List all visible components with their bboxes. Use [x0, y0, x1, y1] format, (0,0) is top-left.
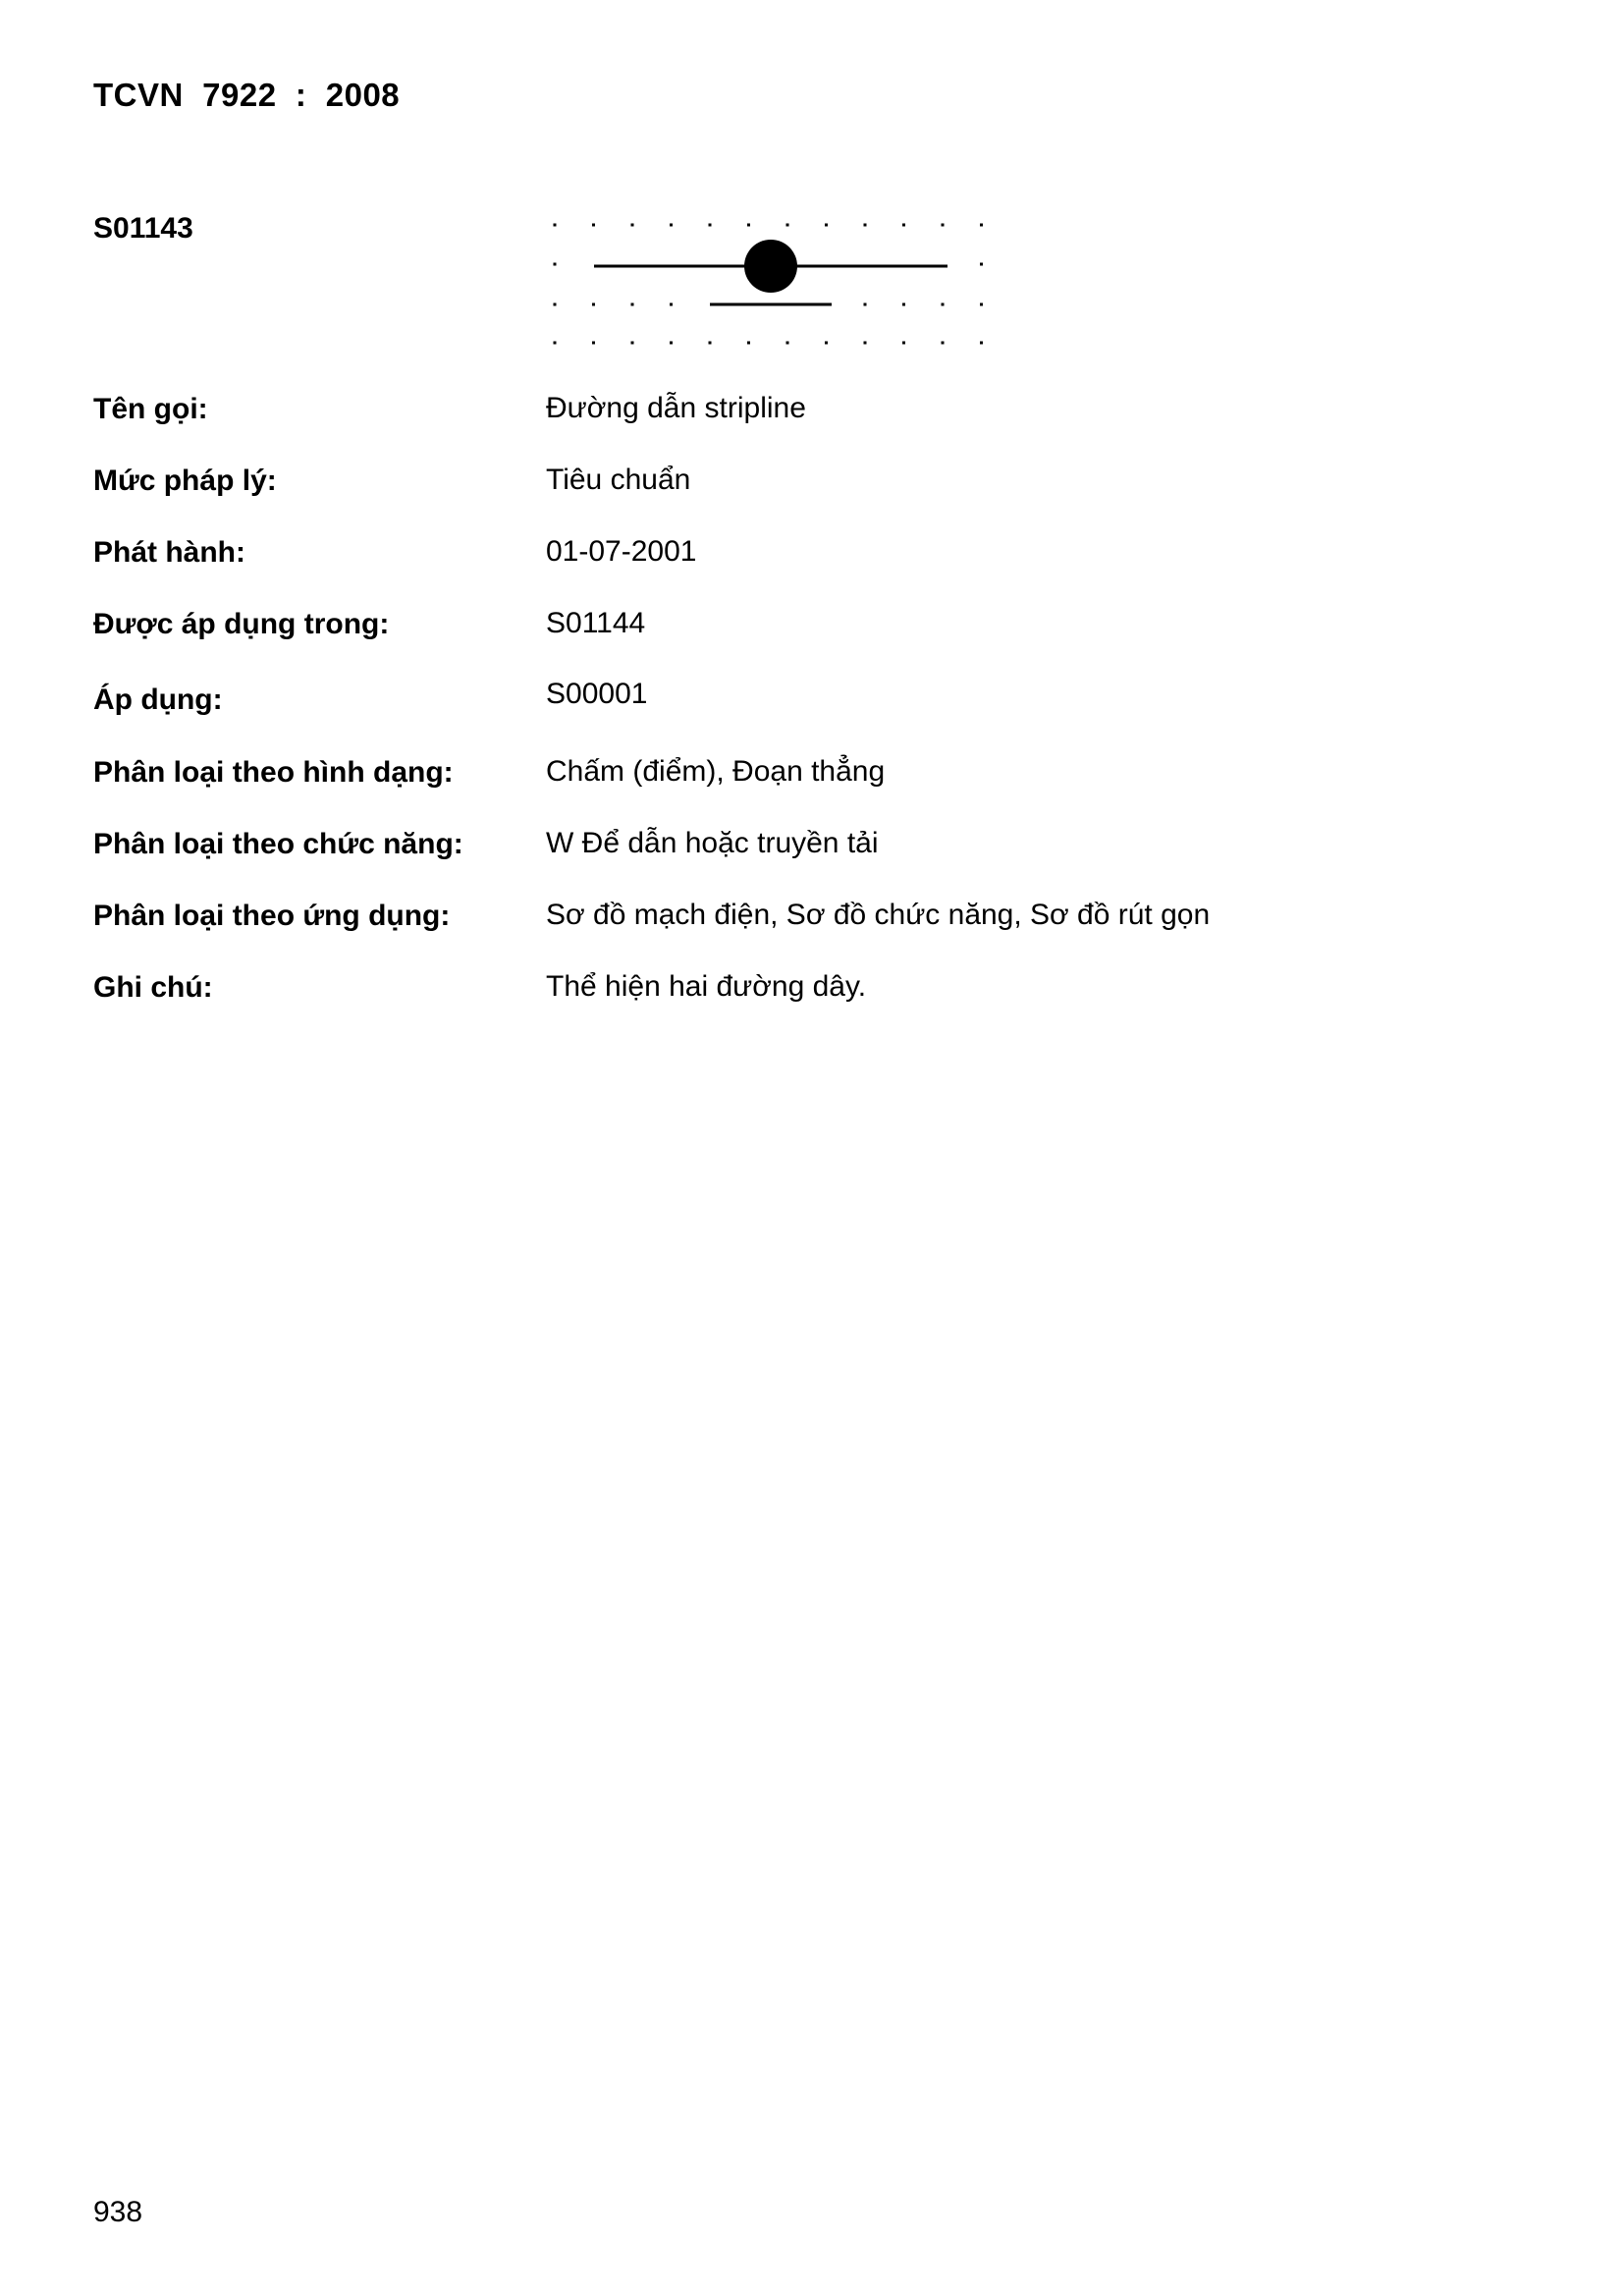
- grid-dot: [786, 224, 789, 227]
- field-label-ap-dung: Áp dụng:: [93, 683, 223, 716]
- grid-dot: [980, 303, 983, 306]
- grid-dot: [554, 224, 557, 227]
- grid-dot: [825, 342, 828, 345]
- grid-dot: [902, 342, 905, 345]
- field-label-phan-loai-ung-dung: Phân loại theo ứng dụng:: [93, 900, 451, 932]
- grid-dot: [631, 224, 634, 227]
- field-label-phat-hanh: Phát hành:: [93, 536, 245, 569]
- symbol-code: S01143: [93, 212, 193, 245]
- field-value-phan-loai-ung-dung: Sơ đồ mạch điện, Sơ đồ chức năng, Sơ đồ rút gọn: [546, 899, 1211, 931]
- field-label-duoc-ap-dung-trong: Được áp dụng trong:: [93, 608, 390, 640]
- grid-dot: [980, 342, 983, 345]
- grid-dot: [902, 224, 905, 227]
- grid-dot: [864, 303, 867, 306]
- grid-dot: [592, 224, 595, 227]
- field-value-ap-dung: S00001: [546, 678, 648, 710]
- field-label-phan-loai-hinh-dang: Phân loại theo hình dạng:: [93, 756, 454, 789]
- grid-dot: [592, 342, 595, 345]
- stripline-dot: [744, 240, 797, 293]
- field-value-duoc-ap-dung-trong: S01144: [546, 607, 646, 639]
- page-number: 938: [93, 2196, 143, 2228]
- field-value-phan-loai-hinh-dang: Chấm (điểm), Đoạn thẳng: [546, 755, 886, 788]
- field-value-ghi-chu: Thể hiện hai đường dây.: [546, 970, 867, 1003]
- field-value-phan-loai-chuc-nang: W Để dẫn hoặc truyền tải: [546, 827, 879, 859]
- grid-dot: [670, 224, 673, 227]
- document-header: TCVN 7922 : 2008: [93, 77, 401, 113]
- grid-dot: [747, 342, 750, 345]
- grid-dot: [786, 342, 789, 345]
- field-value-phat-hanh: 01-07-2001: [546, 535, 697, 568]
- field-label-ten-goi: Tên gọi:: [93, 393, 208, 425]
- grid-dot: [709, 342, 712, 345]
- grid-dot: [554, 303, 557, 306]
- grid-dot: [942, 342, 945, 345]
- grid-dot: [631, 342, 634, 345]
- grid-dot: [554, 342, 557, 345]
- field-label-phan-loai-chuc-nang: Phân loại theo chức năng:: [93, 828, 463, 860]
- field-label-muc-phap-ly: Mức pháp lý:: [93, 465, 277, 497]
- field-value-ten-goi: Đường dẫn stripline: [546, 392, 806, 424]
- field-label-ghi-chu: Ghi chú:: [93, 971, 213, 1004]
- field-value-muc-phap-ly: Tiêu chuẩn: [546, 464, 691, 496]
- stripline-symbol-icon: [545, 211, 997, 358]
- grid-dot: [709, 224, 712, 227]
- grid-dot: [825, 224, 828, 227]
- grid-dot: [554, 263, 557, 266]
- grid-dot: [631, 303, 634, 306]
- grid-dot: [747, 224, 750, 227]
- grid-dot: [942, 303, 945, 306]
- grid-dot: [980, 263, 983, 266]
- grid-dot: [670, 303, 673, 306]
- grid-dot: [592, 303, 595, 306]
- grid-dot: [980, 224, 983, 227]
- grid-dot: [864, 342, 867, 345]
- grid-dot: [942, 224, 945, 227]
- grid-dot: [864, 224, 867, 227]
- grid-dot: [902, 303, 905, 306]
- grid-dot: [670, 342, 673, 345]
